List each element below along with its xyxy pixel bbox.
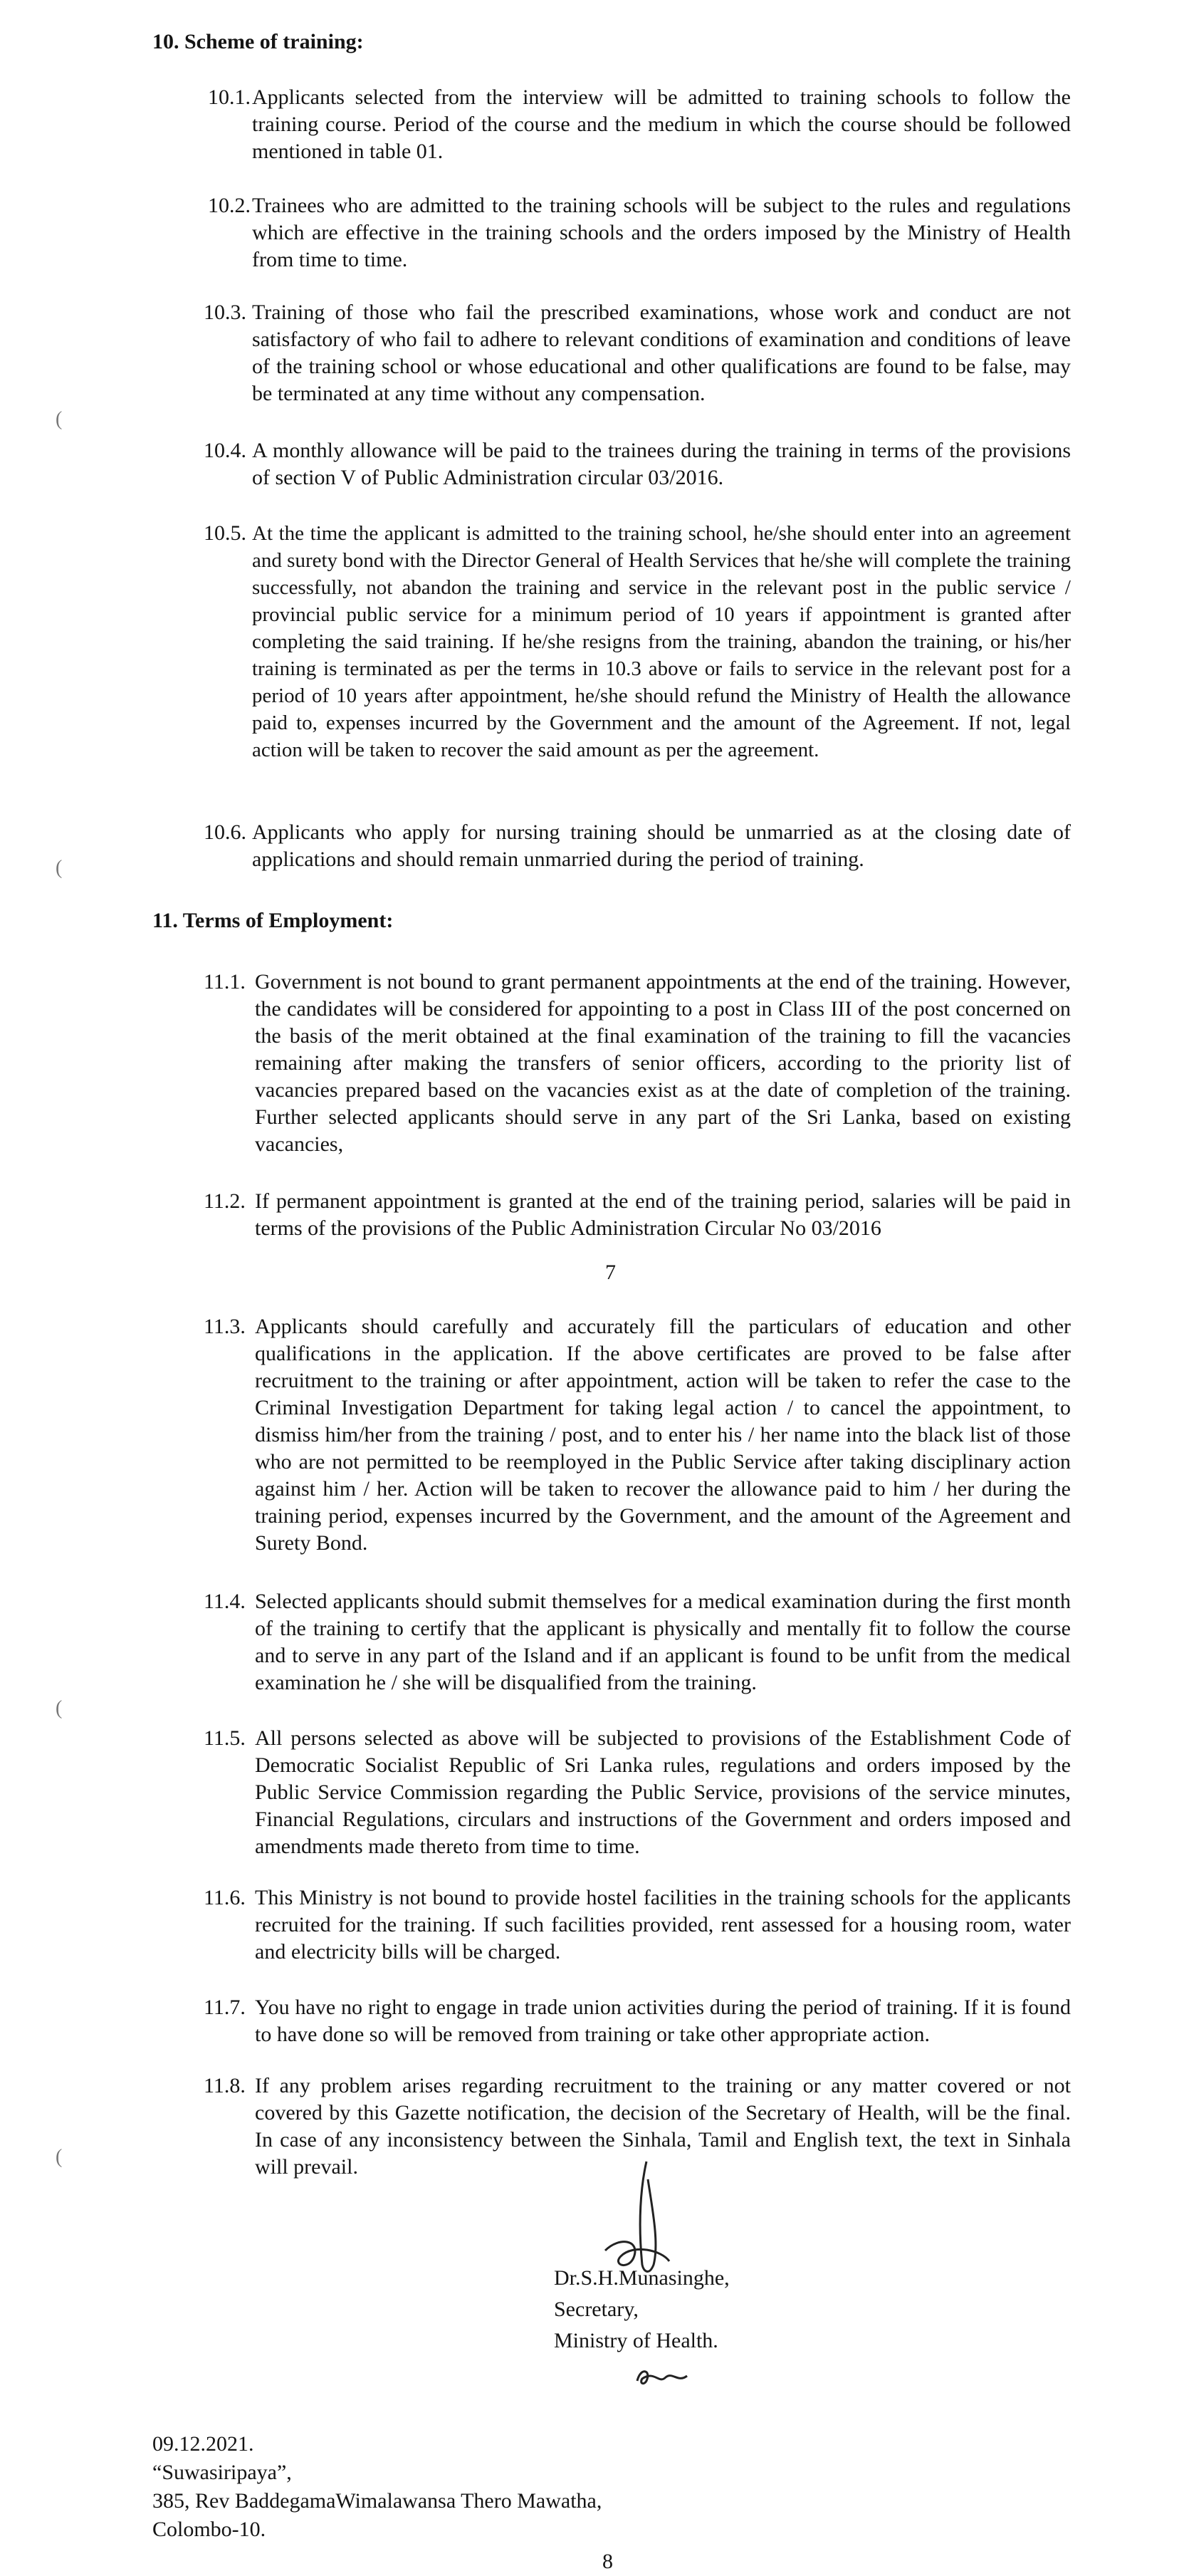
- clause-11-3: [204, 1313, 1071, 1557]
- clause-text: Government is not bound to grant permanent appointments at the end of the training. However, the candidates will be considered for appointing to a post in Class III of the post concerned on the basis of the merit obtained at the final examination of the training to fill the vacancies remaining after making the transfers of senior officers, according to the priority list of vacancies prepared based on the vacancies exist as at the date of completion of the training. Further selected applicants should serve in any part of the Sri Lanka, based on existing vacancies,: [255, 970, 1071, 1156]
- clause-10-6: [204, 819, 1071, 873]
- clause-number: 10.2.: [208, 194, 251, 217]
- clause-11-1: [204, 969, 1071, 1158]
- clause-text: You have no right to engage in trade union activities during the period of training. If it is found to have done so will be removed from training or take other appropriate action.: [255, 1996, 1071, 2046]
- clause-text: Training of those who fail the prescribed examinations, whose work and conduct are not satisfactory of who fail to adhere to relevant conditions of examination and conditions of leave of the training school or whose educational and other qualifications are found to be false, may be terminated at any time without any compensation.: [252, 301, 1071, 405]
- clause-number: 10.1.: [208, 85, 251, 109]
- footer-building: “Suwasiripaya”,: [152, 2461, 292, 2484]
- clause-text: Selected applicants should submit themselves for a medical examination during the first month of the training to certify that the applicant is physically and mentally fit to follow the course and to serve in any part of the Island and if an applicant is found to be unfit from the medical examination he / she will be disqualified from the training.: [255, 1590, 1071, 1694]
- clause-text: Applicants selected from the interview will be admitted to training schools to follow the training course. Period of the course and the medium in which the course should be followed mentioned in table 01.: [252, 85, 1071, 163]
- footer-address: [152, 2431, 602, 2545]
- clause-number: 11.3.: [204, 1315, 246, 1338]
- clause-11-6: [204, 1884, 1071, 1966]
- clause-10-2: [208, 192, 1071, 273]
- clause-number: 11.5.: [204, 1726, 246, 1750]
- signatory-org: Ministry of Health.: [554, 2329, 718, 2352]
- section-10-heading: 10. Scheme of training:: [152, 30, 364, 53]
- clause-number: 11.4.: [204, 1590, 246, 1613]
- signatory-title: Secretary,: [554, 2298, 639, 2321]
- page-number-8: 8: [602, 2550, 613, 2573]
- clause-10-5: [204, 520, 1071, 763]
- clause-11-2: [204, 1188, 1071, 1242]
- handwritten-initials: [634, 2363, 691, 2392]
- clause-number: 10.4.: [204, 439, 246, 462]
- scan-mark: (: [56, 408, 63, 430]
- clause-10-1: [208, 84, 1071, 165]
- clause-number: 11.7.: [204, 1996, 246, 2019]
- clause-11-7: [204, 1994, 1071, 2048]
- clause-11-5: [204, 1725, 1071, 1860]
- section-11-heading: 11. Terms of Employment:: [152, 909, 394, 932]
- clause-text: Applicants should carefully and accurately fill the particulars of education and other qualifications in the application. If the above certificates are proved to be false after recruitment to the training or after appointment, action will be taken to refer the case to the Criminal Investigation Department for taking legal action / to cancel the appointment, to dismiss him/her from the training / post, and to enter his / her name into the black list of those who are not permitted to be reemployed in the Public Service after taking disciplinary action against him / her. Action will be taken to recover the allowance paid to him / her during the training period, expenses incurred by the Government, and the amount of the Agreement and Surety Bond.: [255, 1315, 1071, 1555]
- scan-mark: (: [56, 2146, 63, 2168]
- clause-number: 11.6.: [204, 1886, 246, 1909]
- clause-text: At the time the applicant is admitted to the training school, he/she should enter into an agreement and surety bond with the Director General of Health Services that he/she will complete the training successfully, not abandon the training and service in the relevant post in the public service / provincial public service for a minimum period of 10 years if appointment is granted after completing the said training. If he/she resigns from the training, abandon the training, or his/her training is terminated as per the terms in 10.3 above or fails to service in the relevant post for a period of 10 years after appointment, he/she should refund the Ministry of Health the allowance paid to, expenses incurred by the Government and the amount of the Agreement. If not, legal action will be taken to recover the said amount as per the agreement.: [252, 522, 1071, 761]
- clause-text: If permanent appointment is granted at the end of the training period, salaries will be paid in terms of the provisions of the Public Administration Circular No 03/2016: [255, 1189, 1071, 1240]
- scan-mark: (: [56, 857, 63, 879]
- clause-number: 10.6.: [204, 820, 246, 844]
- clause-10-3: [204, 299, 1071, 407]
- footer-date: 09.12.2021.: [152, 2432, 254, 2456]
- clause-11-4: [204, 1588, 1071, 1696]
- clause-text: Applicants who apply for nursing training should be unmarried as at the closing date of applications and should remain unmarried during the period of training.: [252, 820, 1071, 871]
- clause-text: This Ministry is not bound to provide hostel facilities in the training schools for the applicants recruited for the training. If such facilities provided, rent assessed for a housing room, water and electricity bills will be charged.: [255, 1886, 1071, 1964]
- signatory-block: [554, 2265, 730, 2359]
- clause-text: If any problem arises regarding recruitment to the training or any matter covered or not covered by this Gazette notification, the decision of the Secretary of Health, will be the final. In case of any inconsistency between the Sinhala, Tamil and English text, the text in Sinhala will prevail.: [255, 2074, 1071, 2179]
- scan-mark: (: [56, 1697, 63, 1719]
- page-number-7: 7: [605, 1261, 616, 1284]
- clause-text: A monthly allowance will be paid to the trainees during the training in terms of the provisions of section V of Public Administration circular 03/2016.: [252, 439, 1071, 489]
- clause-number: 10.3.: [204, 301, 246, 324]
- footer-city: Colombo-10.: [152, 2518, 266, 2541]
- signatory-name: Dr.S.H.Munasinghe,: [554, 2266, 730, 2290]
- clause-number: 11.1.: [204, 970, 246, 994]
- clause-10-4: [204, 437, 1071, 491]
- clause-number: 11.8.: [204, 2074, 246, 2097]
- clause-number: 10.5.: [204, 521, 246, 545]
- footer-street: 385, Rev BaddegamaWimalawansa Thero Mawatha,: [152, 2489, 602, 2513]
- clause-number: 11.2.: [204, 1189, 246, 1213]
- clause-text: Trainees who are admitted to the training schools will be subject to the rules and regulations which are effective in the training schools and the orders imposed by the Ministry of Health from time to time.: [252, 194, 1071, 271]
- clause-text: All persons selected as above will be subjected to provisions of the Establishment Code of Democratic Socialist Republic of Sri Lanka rules, regulations and orders imposed by the Public Service Commission regarding the Public Service, provisions of the service minutes, Financial Regulations, circulars and instructions of the Government and orders imposed and amendments made thereto from time to time.: [255, 1726, 1071, 1858]
